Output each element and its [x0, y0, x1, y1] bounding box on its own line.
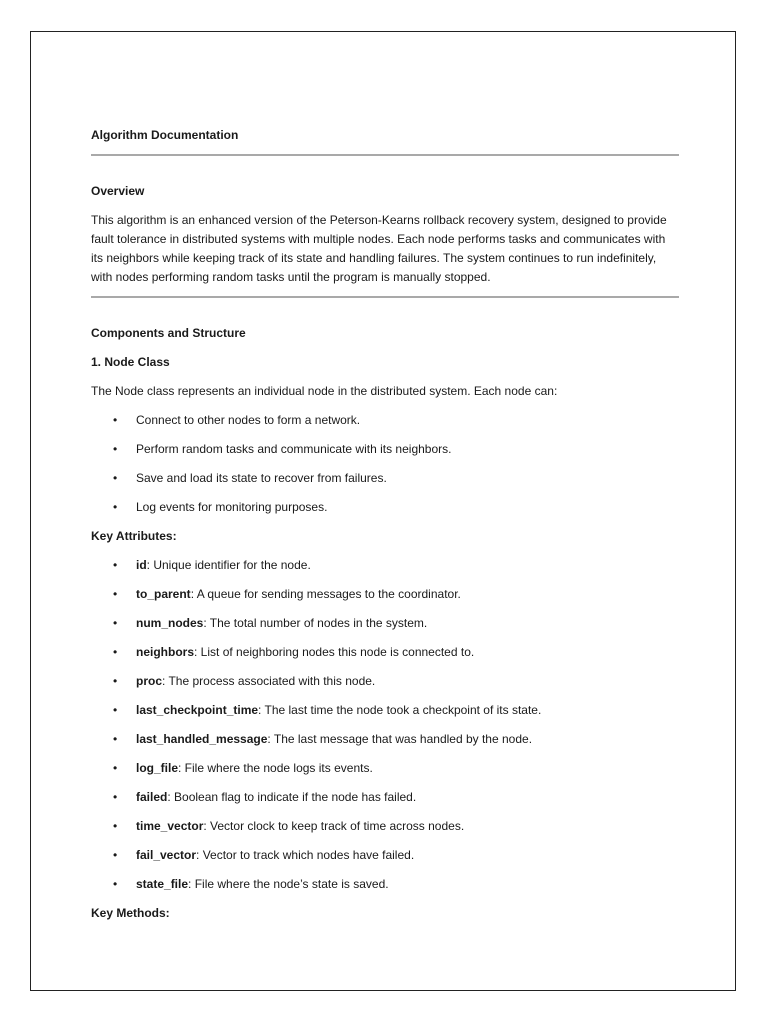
- methods-heading: Key Methods:: [91, 906, 170, 920]
- list-item: [91, 701, 679, 720]
- node-class-heading: 1. Node Class: [91, 355, 170, 369]
- attribute-name: log_file: [136, 761, 179, 775]
- list-item: [91, 585, 679, 604]
- list-item: [91, 846, 679, 865]
- document-page: [30, 31, 736, 991]
- bullet-icon: •: [113, 732, 118, 746]
- bullet-icon: •: [113, 790, 118, 804]
- overview-heading: Overview: [91, 184, 145, 198]
- capability-text: Save and load its state to recover from failures.: [136, 471, 387, 485]
- bullet-icon: •: [113, 500, 118, 514]
- bullet-icon: •: [113, 616, 118, 630]
- bullet-icon: •: [113, 848, 118, 862]
- overview-text: This algorithm is an enhanced version of the Peterson-Kearns rollback recovery system, designed to provide fault tolerance in distributed systems with multiple nodes. Each node performs tasks and communicates with its neighbors while keeping track of its state and handling failures. The system continues to run indefinitely, with nodes performing random tasks until the program is manually stopped.: [91, 213, 667, 284]
- attribute-description: : The process associated with this node.: [162, 674, 376, 688]
- list-item: [91, 411, 679, 430]
- attribute-name: last_handled_message: [136, 732, 268, 746]
- list-item: [91, 759, 679, 778]
- attribute-name: time_vector: [136, 819, 204, 833]
- list-item: [91, 440, 679, 459]
- list-item: [91, 614, 679, 633]
- attribute-name: state_file: [136, 877, 189, 891]
- list-item: [91, 730, 679, 749]
- list-item: [91, 672, 679, 691]
- bullet-icon: •: [113, 674, 118, 688]
- list-item: [91, 788, 679, 807]
- node-class-intro: The Node class represents an individual node in the distributed system. Each node can:: [91, 384, 558, 398]
- bullet-icon: •: [113, 442, 118, 456]
- list-item: [91, 498, 679, 517]
- attribute-name: neighbors: [136, 645, 195, 659]
- components-heading: Components and Structure: [91, 326, 246, 340]
- document-content: [91, 94, 679, 923]
- attribute-name: failed: [136, 790, 168, 804]
- attribute-name: fail_vector: [136, 848, 197, 862]
- attributes-list: [91, 556, 679, 894]
- bullet-icon: •: [113, 877, 118, 891]
- bullet-icon: •: [113, 471, 118, 485]
- list-item: [91, 875, 679, 894]
- bullet-icon: •: [113, 587, 118, 601]
- attribute-description: : Vector to track which nodes have failed.: [196, 848, 415, 862]
- attribute-name: last_checkpoint_time: [136, 703, 259, 717]
- attribute-description: : Boolean flag to indicate if the node has failed.: [167, 790, 417, 804]
- bullet-icon: •: [113, 413, 118, 427]
- attributes-heading: Key Attributes:: [91, 529, 177, 543]
- attribute-name: num_nodes: [136, 616, 204, 630]
- attribute-description: : Unique identifier for the node.: [146, 558, 311, 572]
- list-item: [91, 556, 679, 575]
- bullet-icon: •: [113, 558, 118, 572]
- attribute-name: proc: [136, 674, 163, 688]
- attribute-description: : The last message that was handled by the node.: [267, 732, 533, 746]
- document-title: Algorithm Documentation: [91, 128, 239, 142]
- attribute-description: : A queue for sending messages to the coordinator.: [190, 587, 461, 601]
- capability-text: Connect to other nodes to form a network.: [136, 413, 361, 427]
- bullet-icon: •: [113, 703, 118, 717]
- attribute-description: : File where the node’s state is saved.: [188, 877, 389, 891]
- attribute-description: : The total number of nodes in the system.: [203, 616, 428, 630]
- capabilities-list: [91, 411, 679, 517]
- attribute-description: : The last time the node took a checkpoint of its state.: [258, 703, 542, 717]
- attribute-description: : List of neighboring nodes this node is connected to.: [194, 645, 475, 659]
- attribute-description: : Vector clock to keep track of time across nodes.: [203, 819, 465, 833]
- list-item: [91, 469, 679, 488]
- capability-text: Perform random tasks and communicate with its neighbors.: [136, 442, 452, 456]
- list-item: [91, 817, 679, 836]
- bullet-icon: •: [113, 819, 118, 833]
- capability-text: Log events for monitoring purposes.: [136, 500, 328, 514]
- bullet-icon: •: [113, 645, 118, 659]
- attribute-name: to_parent: [136, 587, 191, 601]
- attribute-description: : File where the node logs its events.: [178, 761, 373, 775]
- attribute-name: id: [136, 558, 147, 572]
- list-item: [91, 643, 679, 662]
- bullet-icon: •: [113, 761, 118, 775]
